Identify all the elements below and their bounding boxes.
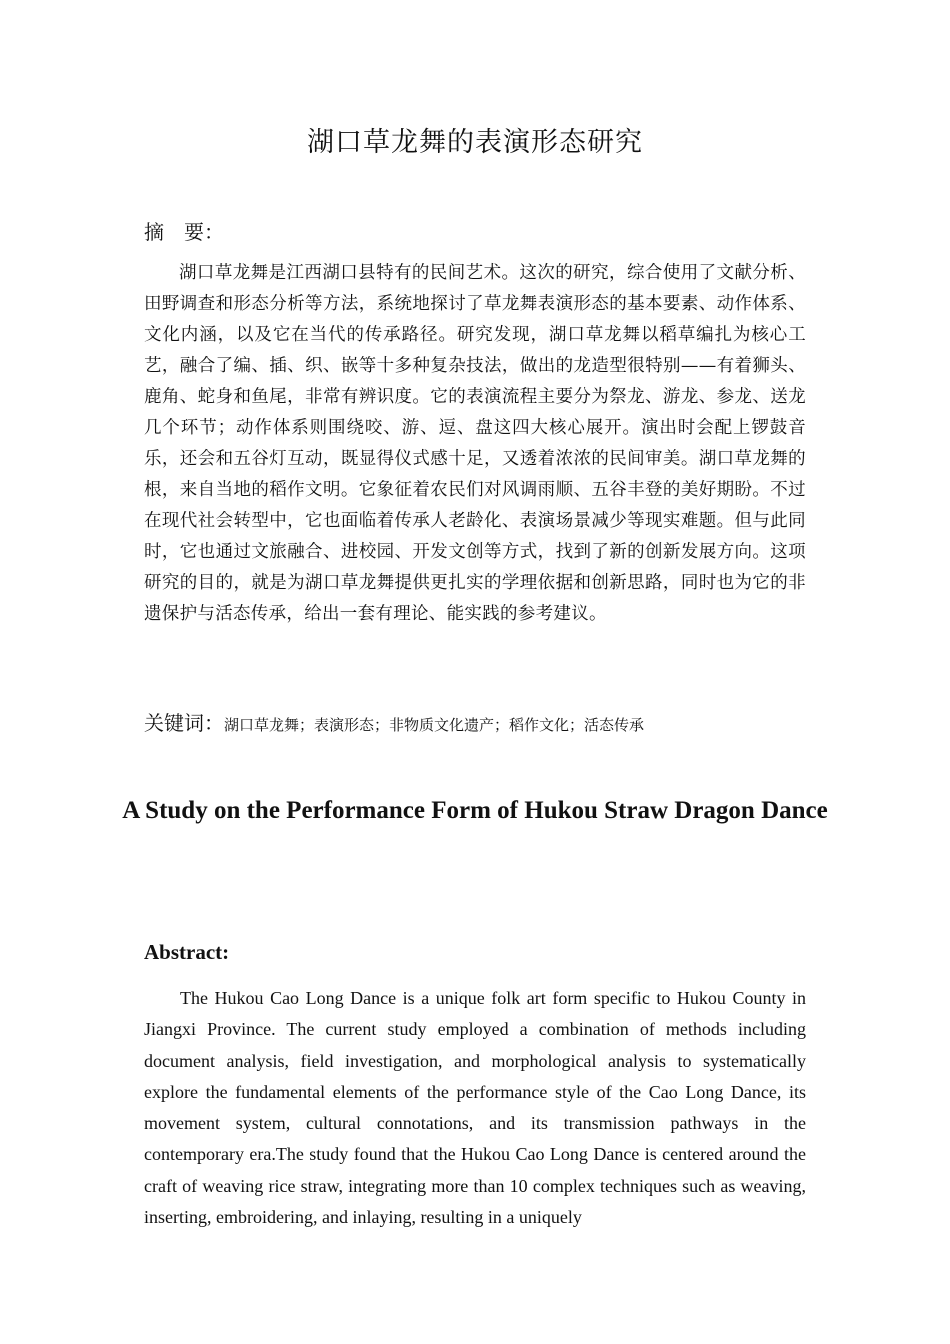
english-abstract-body: The Hukou Cao Long Dance is a unique folk art form specific to Hukou County in Jiangxi Province. The current study employed a combination of methods including document analysis, field investigation, and morphological analysis to systematically explore the fundamental elements of the performance style of the Cao Long Dance, its movement system, cultural connotations, and its transmission pathways in the contemporary era.The study found that the Hukou Cao Long Dance is centered around the craft of weaving rice straw, integrating more than 10 complex techniques such as weaving, inserting, embroidering, and inlaying, resulting in a uniquely: [144, 988, 806, 1228]
chinese-title: 湖口草龙舞的表演形态研究: [307, 127, 643, 158]
chinese-abstract-body: 湖口草龙舞是江西湖口县特有的民间艺术。这次的研究，综合使用了文献分析、田野调查和形态分析等方法，系统地探讨了草龙舞表演形态的基本要素、动作体系、文化内涵，以及它在当代的传承路径。研究发现，湖口草龙舞以稻草编扎为核心工艺，融合了编、插、织、嵌等十多种复杂技法，做出的龙造型很特别——有着狮头、鹿角、蛇身和鱼尾，非常有辨识度。它的表演流程主要分为祭龙、游龙、参龙、送龙几个环节；动作体系则围绕咬、游、逗、盘这四大核心展开。演出时会配上锣鼓音乐，还会和五谷灯互动，既显得仪式感十足，又透着浓浓的民间审美。湖口草龙舞的根，来自当地的稻作文明。它象征着农民们对风调雨顺、五谷丰登的美好期盼。不过在现代社会转型中，它也面临着传承人老龄化、表演场景减少等现实难题。但与此同时，它也通过文旅融合、进校园、开发文创等方式，找到了新的创新发展方向。这项研究的目的，就是为湖口草龙舞提供更扎实的学理依据和创新思路，同时也为它的非遗保护与活态传承，给出一套有理论、能实践的参考建议。: [144, 263, 806, 624]
english-abstract-heading: Abstract:: [144, 940, 230, 964]
keywords-text: 湖口草龙舞；表演形态；非物质文化遗产；稻作文化；活态传承: [224, 716, 645, 734]
chinese-keywords: [144, 707, 806, 736]
keywords-label: 关键词：: [144, 711, 224, 735]
chinese-abstract-heading: 摘 要：: [144, 220, 224, 244]
english-title: A Study on the Performance Form of Hukou Straw Dragon Dance: [122, 797, 828, 824]
